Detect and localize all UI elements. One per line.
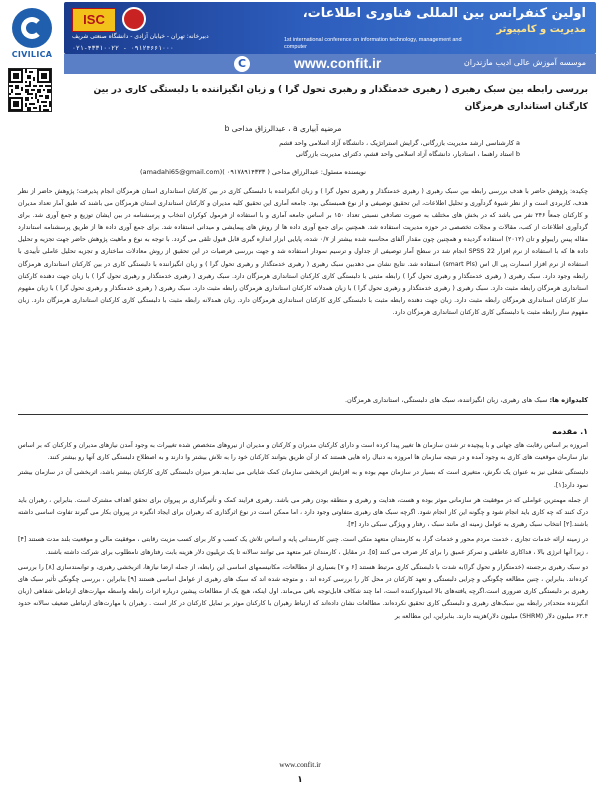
civilica-logo-icon [12, 8, 52, 48]
conference-phone: ۰۲۱-۴۳۳۱۰۰۲۲ - ۰۹۱۲۴۶۶۱۰۰۰ [72, 44, 174, 52]
intro-paragraph: از جمله مهمترین عواملی که در موفقیت هر سازمانی موثر بوده و هست، هدایت و رهبری و منطقه بودن رهبر می باشد. رهبری فرایند کمک و تأثیرگذاری بر پیروان برای تحقق اهداف مشترک است. بنابراین ، رهبران باید درک کنند که چه کاری باید انجام شود و چگونه این کار انجام شود. اگرچه سبک های رهبری متفاوتی وجود دارد ، اما ممکن است در نوع اثرگذاری که رهبران برای ایجاد انگیزه در پیروان بکار می گیرند تفاوت اساسی داشته باشند.[۲] انتخاب سبک رهبری به عوامل زمینه ای مانند سبک ، رفتار و ویژگی سبکی دارد [۳]. [18, 496, 588, 529]
emblem-icon [122, 7, 146, 31]
abstract: چکیده: پژوهش حاضر با هدف بررسی رابطه بین سبک رهبری ( رهبری خدمتگذار و رهبری تحول گرا ) و زبان انگیزاننده با دلبستگی کاری در بین کارکنان استانداری استان هرمزگان انجام پذیرفت؛ پژوهش حاضر از نظر هدف، کاربردی است و از نظر شیوۀ گردآوری و تحلیل اطلاعات، این تحقیق توصیفی و از نوع همبستگی بود. جامعه آماری این تحقیق کلیه مدیران و کارکنان استانداری استان هرمزگان می باشند که طبق آمار تعداد مدیران و کارکنان جمعاً ۲۴۶ نفر می باشد که در بخش های مختلف به صورت تصادفی نسبتی تعداد ۱۵۰ بر اساس جامعه آماری و با استفاده از فرمول کوکران انتخاب و پرسشنامه در بین ایشان توزیع و جمع آوری شد. برای گردآوری اطلاعات از کتب، مقالات و مجلات تخصصی در حوزه مدیریت استفاده شد. همچنین برای جمع آوری داده ها از روش های پیمایشی و میدانی استفاده شد. برای جمع آوری داده ها از طریق پرسشنامه استاندارد مقاله پیس رایبولو و تان (۲۰۱۲) استفاده گردیده و همچنین چون مقدار آلفای محاسبه شده بیشتر از ۰/۷ شده، پایایی ابزار اندازه گیری قابل قبول تلقی می گردد. با توجه به نوع و ماهیت پژوهش حاضر جهت تجزیه و تحلیل داده ها که با استفاده از نرم افزار SPSS 22 انجام شد در سطح آمار توصیفی از جداول و ترسیم نمودار استفاده شد و جهت بررسی فرضیات در این تحقیق از روش معادلات ساختاری و تجزیه تحلیل عاملی تأییدی با استفاده از نرم افزار اسمارت پی ال اس (smart Pls) استفاده شد. نتایج نشان می دهدبین سبک رهبری ( رهبری خدمتگذار و رهبری تحول گرا ) و زبان انگیزاننده با دلبستگی کاری در بین کارکنان استانداری هرمزگان رابطه وجود دارد. سبک رهبری ( رهبری خدمتگذار و رهبری تحول گرا ) رابطه مثبتی با دلبستگی کاری کارکنان استانداری هرمزگان دارد. سبک رهبری ( رهبری خدمتگذار و رهبری تحول گرا ) با زبان جهت دهنده کارکنان استانداری هرمزگان رابطه مثبت دارد. سبک رهبری ( رهبری خدمتگذار و رهبری تحول گرا ) با زبان همدلانه کارکنان استانداری هرمزگان رابطه مثبت دارد. سبک رهبری ( رهبری خدمتگذار و رهبری تحول گرا ) با زبان مفهوم ساز کارکنان استانداری هرمزگان رابطه مثبت دارد. زبان جهت دهنده رابطه مثبت با دلبستگی کاری کارکنان استانداری هرمزگان دارد. زبان همدلانه رابطه مثبت با دلبستگی کاری کارکنان استانداری هرمزگان دارد. زبان مفهوم ساز رابطه مثبت با دلبستگی کاری کارکنان استانداری هرمزگان دارد. [18, 188, 589, 316]
organizer-name: موسسه آموزش عالی ادیب مازندران [463, 58, 586, 67]
page-number: ۱ [297, 775, 303, 785]
intro-paragraph: دلبستگی شغلی نیز به عنوان یک نگرش، متغیری است که بسیار در سازمان مهم بوده و به افزایش اثربخشی سازمان کمک شایانی می نماید.هر میزان دلبستگی کاری کارکنان بیشتر باشد، اثربخشی آن در سازمان بیشتر نمود دارد[۱]. [18, 469, 588, 489]
footer-url-link[interactable]: www.confit.ir [279, 760, 321, 769]
intro-paragraph: امروزه بر اساس رقابت های جهانی و با پیچیده تر شدن سازمان ها تغییر پیدا کرده است و دارای کارکنان مدیران و کارکنان و مدیران از نیروهای متخصص شده تغییرات به وجود آمدن نیازهای مدیران و کارکنان که بر اساس نیاز سازمان موقعیت های کاری به وجود آمده و در نتیجه سازمان ها امروزه به دنبال راه هایی هستند که از آن طریق بتوانند کارکنان خود را به تلاش بیشتر وا دارند و به اصطلاح دلبستگی کاری آنها رو بیشتر کنند. [18, 442, 588, 462]
conference-banner [64, 2, 596, 54]
divider [18, 414, 588, 415]
conference-title: اولین کنفرانس بین المللی فناوری اطلاعات، [302, 6, 586, 21]
affiliation-b: b استاد راهنما ، استادیار، دانشگاه آزاد اسلامی واحد قشم، دکترای مدیریت بازرگانی [295, 150, 520, 158]
introduction-body [18, 440, 588, 626]
conference-title-en: 1st international conference on information technology, management and computer [284, 37, 462, 50]
civilica-brand[interactable] [6, 8, 58, 59]
intro-paragraph: در زمینه ارائه خدمات تجاری ، خدمت مردم محور و خدمات گرا، به کارمندان متعهد متکی است. چنین کارمندانی پایه و اساس تلاش یک کسب و کار برای کسب مزیت رقابتی ، موفقیت مالی و موقعیت بلند مدت هستند [۴] ، زیرا آنها انرژی بالا ، فداکاری عاطفی و تمرکز عمیق را برای کار صرف می کنند [۵]. در مقابل ، کارمندان غیر متعهد می توانند سالانه تا یک تریلیون دلار هزینه بابت رفتارهای نامطلوب برای شرکت داشته باشند. [18, 536, 588, 556]
corresponding-author: نویسنده مسئول: عبدالرزاق مداحی ( ۰۹۱۷۸۹۱۴۳۳۳ )(amadahi65@gmail.com) [140, 168, 366, 176]
paper-authors: مرضیه آبیاری a ، عبدالرزاق مداحی b [224, 124, 342, 133]
civilica-label: CIVILICA [11, 50, 53, 59]
intro-paragraph: دو سبک رهبری برجسته (خدمتگزار و تحول گرا)به شدت با دلبستگی کاری مرتبط هستند [۶ و ۷] بسیاری از مطالعات، مکانیسمهای اساسی این رابطه، از جمله ارضا نیازها، اثربخشی رهبری، و توانمندسازی [۸] را بررسی کرده‌اند. بنابراین ، چنین مطالعه چگونگی و چرایی دلبستگی و تعهد کارکنان در محل کار را بررسی کرده اند ، و متوجه شده اند که سبک های رهبری از عوامل اساسی هستند [۹] بنابراین ، بررسی چگونگی تأثیر سبک های رهبری بر دلبستگی کاری ضروری است.اگرچه یافته‌های بالا امیدوارکننده است، اما چند شکاف قابل‌توجه باقی می‌ماند. اول اینکه، هیچ یک از مطالعات پیشین درباره اثرات رابطه واسطه مهارت‌های ارتباطی شفاهی (زبان انگیزنده متحد)در رابطه بین سبک‌های رهبری و دلبستگی کاری تحقیق نکرده‌اند. مطالعات نشان داده‌اند که ارتباط رهبران با کارکنان موثر بر تمایل کارکنان در کار است . رهبران با مهارت‌های ارتباطی ضعیف سالانه حدود ۶۲.۴ میلیون دلار (SHRM) میلیون دلار)هزینه دارند. بنابراین، این مطالعه بر [18, 563, 589, 620]
confit-badge-icon: C [234, 56, 250, 72]
conference-subtitle: مدیریت و کامپیوتر [496, 24, 586, 35]
section-heading: ۱. مقدمه [552, 427, 588, 436]
qr-code-icon [8, 68, 52, 112]
site-bar [64, 54, 596, 74]
affiliation-a: a کارشناسی ارشد مدیریت بازرگانی، گرایش استراتژیک ، دانشگاه آزاد اسلامی واحد قشم [279, 139, 520, 147]
keywords [18, 395, 588, 406]
keywords-label: کلیدواژه ها: [549, 396, 588, 404]
keywords-list: سبک های رهبری، زبان انگیزاننده، سبک های دلبستگی، استانداری هرمزگان. [344, 396, 548, 404]
isc-logo-icon: ISC [72, 8, 116, 32]
site-url-link[interactable]: www.confit.ir [294, 55, 382, 71]
affiliations [100, 138, 520, 160]
secretariat-text: دبیرخانه: تهران - خیابان آزادی - دانشگاه صنعتی شریف [72, 33, 209, 40]
paper-title: بررسی رابطه بین سبک رهبری ( رهبری خدمتگذار و رهبری تحول گرا ) و زبان انگیزاننده با دلبستگی کاری در بین کارگنان استانداری هرمزگان [93, 85, 588, 112]
